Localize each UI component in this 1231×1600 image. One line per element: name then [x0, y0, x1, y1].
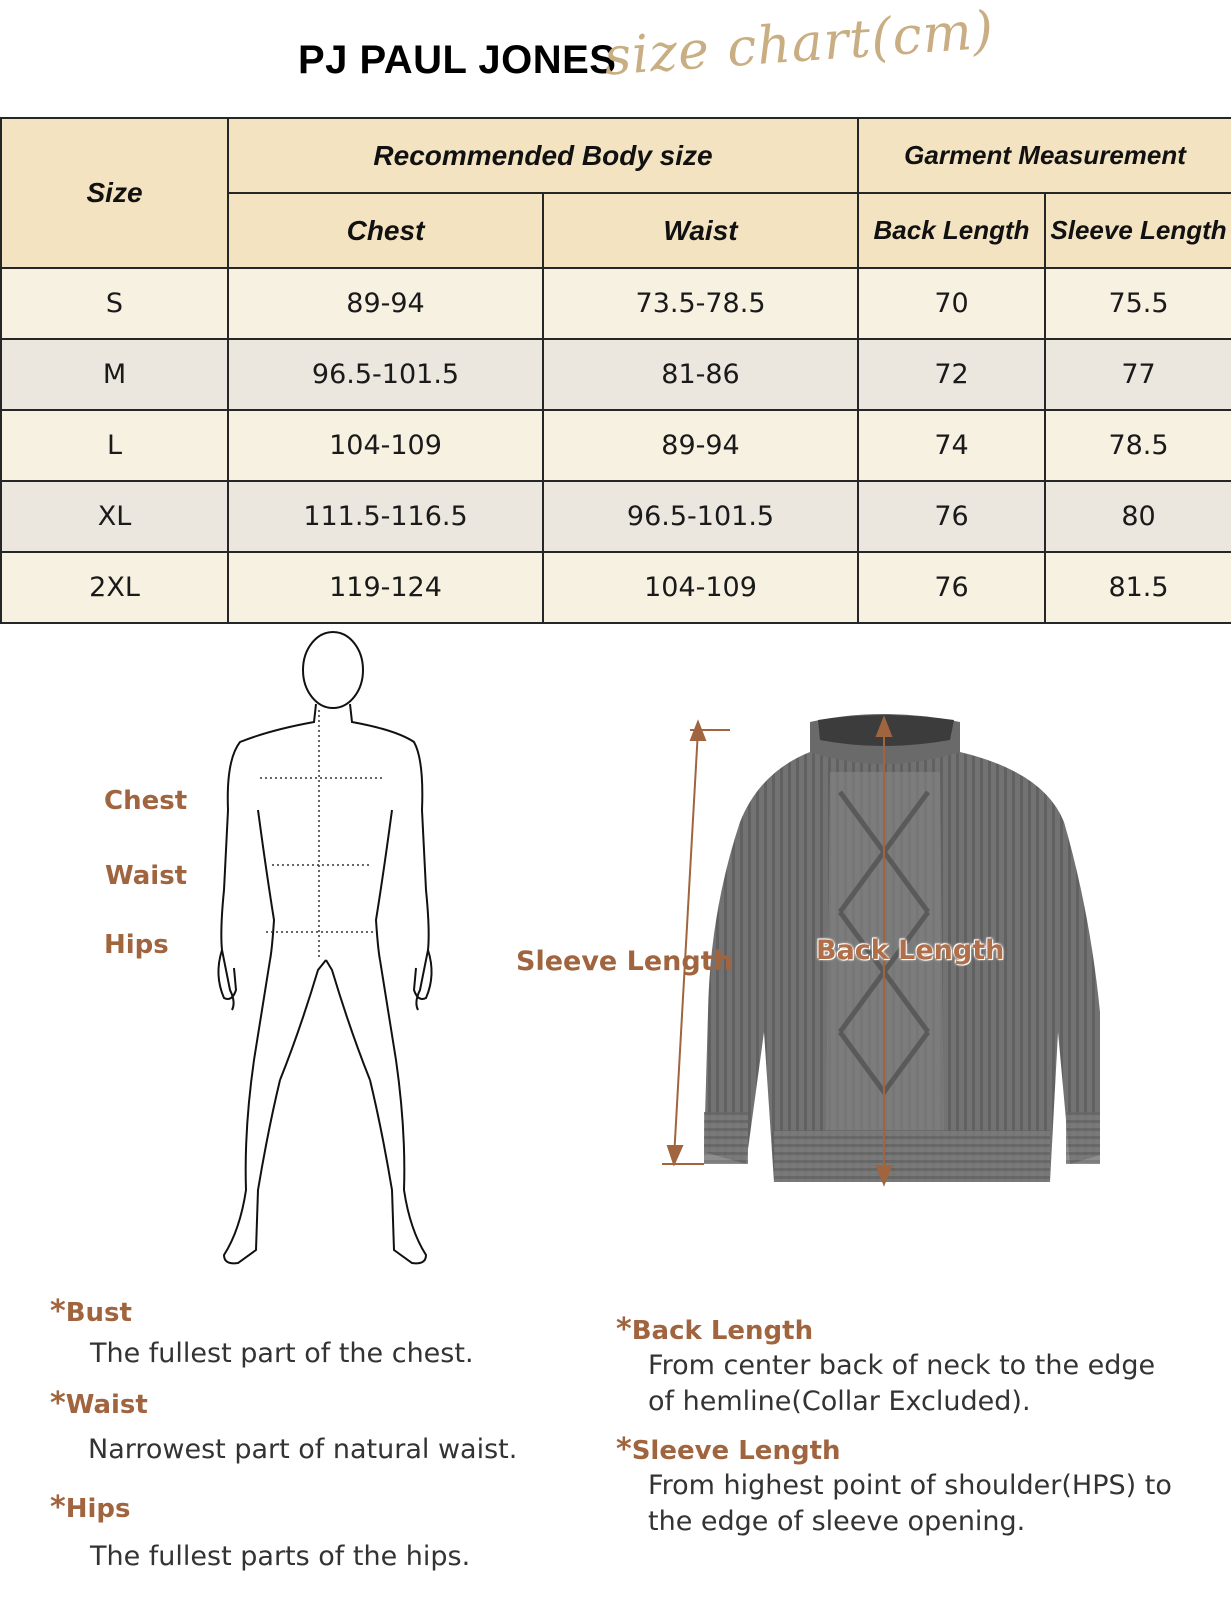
- waist-cell: 104-109: [543, 552, 858, 623]
- chest-cell: 89-94: [228, 268, 543, 339]
- back-length-cell: 70: [858, 268, 1045, 339]
- chest-cell: 96.5-101.5: [228, 339, 543, 410]
- chest-label: Chest: [104, 786, 188, 816]
- back-length-label: Back Length: [816, 935, 1005, 966]
- sleeve-length-cell: 78.5: [1045, 410, 1231, 481]
- size-cell: M: [1, 339, 228, 410]
- back-length-cell: 74: [858, 410, 1045, 481]
- sleeve-length-definition-title: [616, 1432, 841, 1467]
- table-header-row: [1, 118, 1231, 193]
- garment-measurement-header: Garment Measurement: [858, 118, 1231, 193]
- table-row: [1, 410, 1231, 481]
- sleeve-length-label: Sleeve Length: [516, 946, 733, 977]
- brand-title: PJ PAUL JONES: [298, 38, 617, 82]
- size-cell: XL: [1, 481, 228, 552]
- bust-definition-text: The fullest part of the chest.: [90, 1338, 474, 1369]
- waist-cell: 89-94: [543, 410, 858, 481]
- hips-definition-text: The fullest parts of the hips.: [90, 1541, 471, 1572]
- back-length-cell: 76: [858, 481, 1045, 552]
- back-length-cell: 76: [858, 552, 1045, 623]
- waist-column-header: Waist: [543, 193, 858, 268]
- body-outline-illustration: [210, 630, 440, 1290]
- back-length-title-text: Back Length: [631, 1316, 814, 1346]
- waist-cell: 81-86: [543, 339, 858, 410]
- waist-star: *: [50, 1386, 66, 1421]
- chest-cell: 111.5-116.5: [228, 481, 543, 552]
- sleeve-length-definition-line-2: the edge of sleeve opening.: [648, 1506, 1026, 1537]
- hips-title-text: Hips: [65, 1494, 131, 1524]
- size-cell: L: [1, 410, 228, 481]
- hips-label: Hips: [104, 930, 169, 960]
- recommended-body-size-header: Recommended Body size: [228, 118, 858, 193]
- size-column-header: Size: [1, 118, 228, 268]
- chest-cell: 119-124: [228, 552, 543, 623]
- chest-cell: 104-109: [228, 410, 543, 481]
- back-length-column-header: Back Length: [858, 193, 1045, 268]
- hips-star: *: [50, 1490, 66, 1525]
- sleeve-length-cell: 81.5: [1045, 552, 1231, 623]
- size-cell: S: [1, 268, 228, 339]
- table-row: [1, 339, 1231, 410]
- table-row: [1, 481, 1231, 552]
- hips-definition-title: [50, 1490, 130, 1525]
- bust-title-text: Bust: [65, 1298, 132, 1328]
- waist-definition-text: Narrowest part of natural waist.: [88, 1434, 518, 1465]
- bust-star: *: [50, 1294, 66, 1329]
- sleeve-length-definition-text: [648, 1468, 1172, 1540]
- bust-definition-title: [50, 1294, 132, 1329]
- sleeve-length-star: *: [616, 1432, 632, 1467]
- back-length-cell: 72: [858, 339, 1045, 410]
- sleeve-length-cell: 77: [1045, 339, 1231, 410]
- chest-column-header: Chest: [228, 193, 543, 268]
- back-length-definition-line-1: From center back of neck to the edge: [648, 1350, 1156, 1381]
- table-row: [1, 268, 1231, 339]
- size-chart-script-title: size chart(cm): [602, 0, 997, 88]
- sleeve-length-column-header: Sleeve Length: [1045, 193, 1231, 268]
- table-row: [1, 552, 1231, 623]
- sleeve-length-title-text: Sleeve Length: [631, 1436, 841, 1466]
- size-table: [0, 117, 1231, 624]
- sleeve-length-definition-line-1: From highest point of shoulder(HPS) to: [648, 1470, 1172, 1501]
- waist-definition-title: [50, 1386, 148, 1421]
- waist-cell: 73.5-78.5: [543, 268, 858, 339]
- sleeve-length-cell: 75.5: [1045, 268, 1231, 339]
- waist-label: Waist: [105, 861, 188, 891]
- waist-cell: 96.5-101.5: [543, 481, 858, 552]
- back-length-star: *: [616, 1312, 632, 1347]
- back-length-definition-text: [648, 1348, 1155, 1420]
- back-length-definition-line-2: of hemline(Collar Excluded).: [648, 1386, 1031, 1417]
- waist-title-text: Waist: [65, 1390, 148, 1420]
- size-cell: 2XL: [1, 552, 228, 623]
- back-length-definition-title: [616, 1312, 813, 1347]
- sleeve-length-cell: 80: [1045, 481, 1231, 552]
